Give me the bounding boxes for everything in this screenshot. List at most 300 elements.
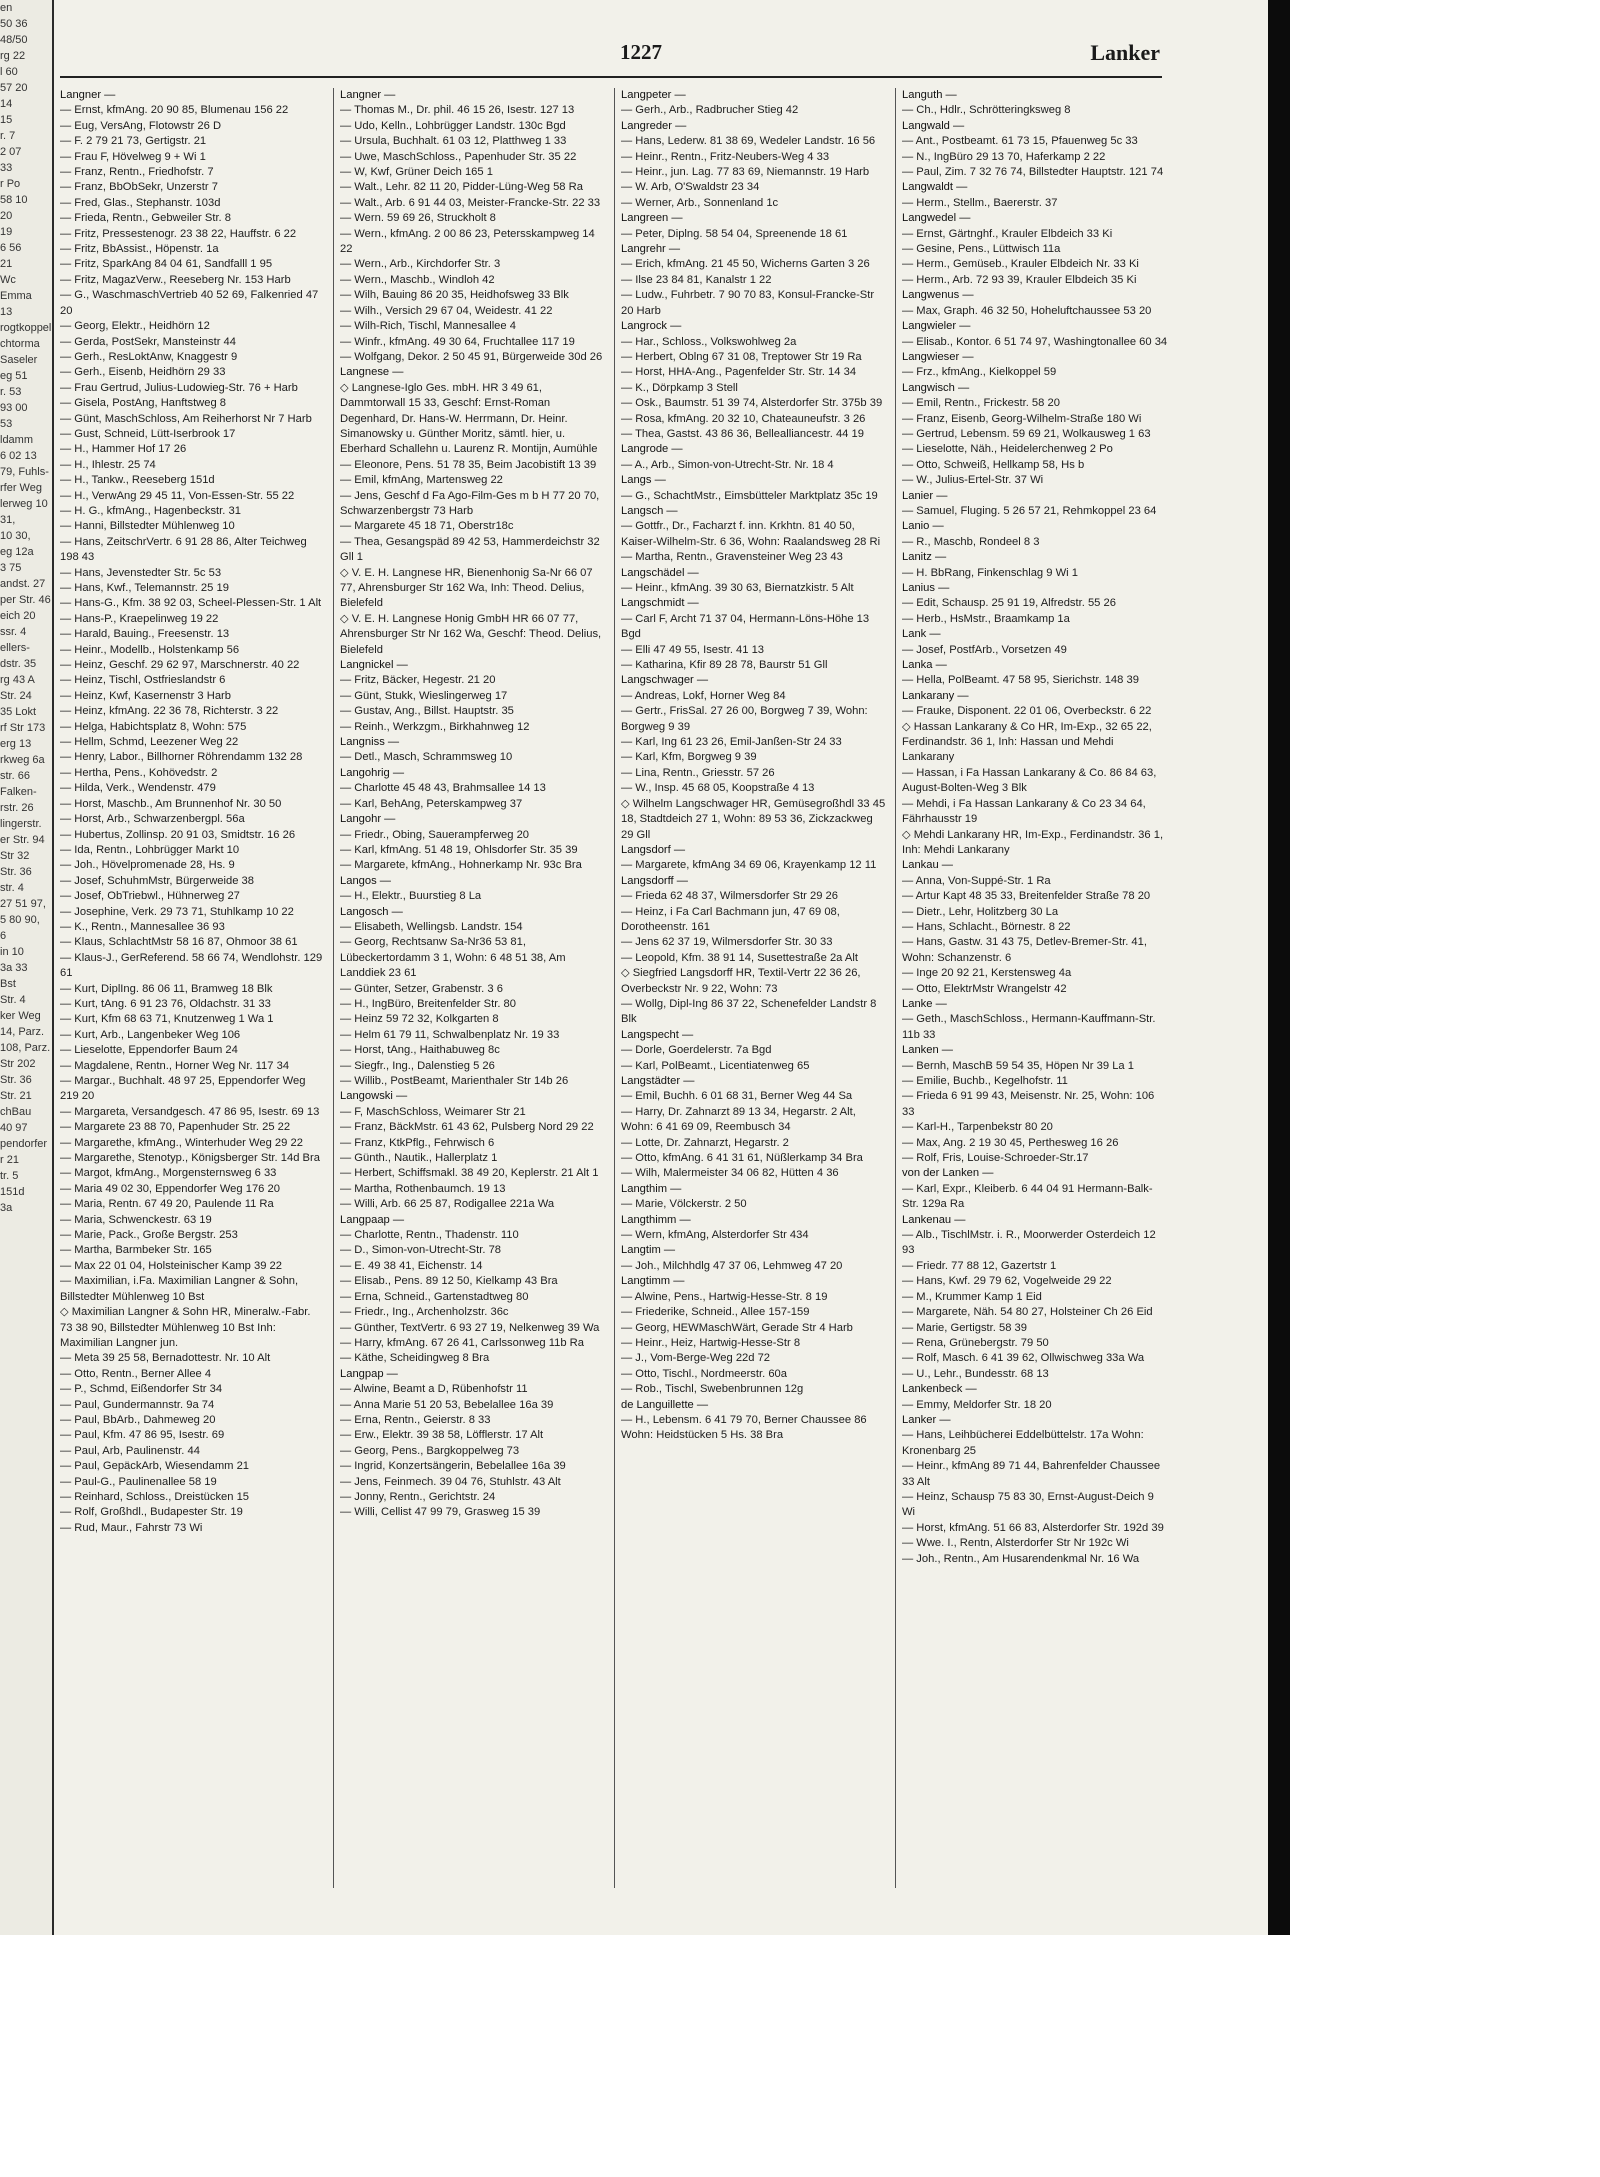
directory-entry: — Geth., MaschSchloss., Hermann-Kauffmann-Str. 11b 33 — [902, 1013, 1156, 1041]
directory-entry: — Katharina, Kfir 89 28 78, Baurstr 51 Gll — [621, 659, 828, 672]
surname-heading: Langsdorff — — [621, 874, 688, 887]
margin-fragment: 57 20 — [0, 82, 28, 94]
margin-fragment: en — [0, 2, 13, 14]
directory-entry: — Werner, Arb., Sonnenland 1c — [621, 196, 779, 209]
directory-entry: — Emil, Buchh. 6 01 68 31, Berner Weg 44 Sa — [621, 1090, 853, 1103]
margin-fragment: Str. 4 — [0, 994, 26, 1006]
directory-entry: — Maria, Rentn. 67 49 20, Paulende 11 Ra — [60, 1198, 274, 1211]
directory-entry: — W, Kwf, Grüner Deich 165 1 — [340, 166, 493, 179]
directory-entry: — Otto, Tischl., Nordmeerstr. 60a — [621, 1367, 788, 1380]
surname-heading: Langschmidt — — [621, 597, 699, 610]
margin-fragment: Falken- — [0, 786, 37, 798]
directory-entry: — Anna Marie 51 20 53, Bebelallee 16a 39 — [340, 1398, 554, 1411]
directory-entry: — Emmy, Meldorfer Str. 18 20 — [902, 1398, 1052, 1411]
directory-entry: — Meta 39 25 58, Bernadottestr. Nr. 10 Alt — [60, 1352, 271, 1365]
directory-entry: — Martha, Rothenbaumch. 19 13 — [340, 1182, 506, 1195]
surname-heading: Langwenus — — [902, 289, 974, 302]
surname-heading: Langschwager — — [621, 674, 709, 687]
directory-entry: — Ludw., Fuhrbetr. 7 90 70 83, Konsul-Francke-Str 20 Harb — [621, 289, 875, 317]
directory-entry: — Gertrud, Lebensm. 59 69 21, Wolkausweg 1 63 — [902, 427, 1151, 440]
directory-entry: — Hans, Leihbücherei Eddelbüttelstr. 17a Wohn: Kronenbarg 25 — [902, 1429, 1144, 1457]
margin-fragment: erg 13 — [0, 738, 32, 750]
directory-entry: — H., Elektr., Buurstieg 8 La — [340, 890, 482, 903]
directory-entry: — G., WaschmaschVertrieb 40 52 69, Falkenried 47 20 — [60, 289, 319, 317]
directory-entry: — Harald, Bauing., Freesenstr. 13 — [60, 628, 230, 641]
directory-entry: — H., Hammer Hof 17 26 — [60, 443, 187, 456]
directory-entry: — Hanni, Billstedter Mühlenweg 10 — [60, 520, 235, 533]
directory-entry: — Herm., Stellm., Baererstr. 37 — [902, 196, 1058, 209]
directory-entry: — Harry, kfmAng. 67 26 41, Carlssonweg 11b Ra — [340, 1336, 584, 1349]
directory-entry: — Paul, Gundermannstr. 9a 74 — [60, 1398, 215, 1411]
directory-entry: — Erw., Elektr. 39 38 58, Löfflerstr. 17 Alt — [340, 1429, 544, 1442]
directory-entry: — Herbert, Schiffsmakl. 38 49 20, Keplerstr. 21 Alt 1 — [340, 1167, 599, 1180]
surname-heading: Langreder — — [621, 119, 687, 132]
directory-entry: ◇ V. E. H. Langnese HR, Bienenhonig Sa-Nr 66 07 77, Ahrensburger Str 162 Wa, Inh: Theod. Delius, Bielefeld — [340, 566, 593, 610]
directory-entry: ◇ V. E. H. Langnese Honig GmbH HR 66 07 77, Ahrensburger Str Nr 162 Wa, Geschf: Theod. Delius, Bielefeld — [340, 612, 602, 656]
surname-heading: de Languillette — — [621, 1398, 709, 1411]
margin-fragment: ssr. 4 — [0, 626, 27, 638]
surname-heading: Lanker — — [902, 1413, 951, 1426]
directory-entry: — Gerh., Eisenb, Heidhörn 29 33 — [60, 366, 226, 379]
directory-entry: — H., Ihlestr. 25 74 — [60, 458, 156, 471]
directory-entry: — Fritz, SparkAng 84 04 61, Sandfalll 1 95 — [60, 258, 273, 271]
directory-entry: — Günter, Setzer, Grabenstr. 3 6 — [340, 982, 503, 995]
directory-entry: — Wern, kfmAng, Alsterdorfer Str 434 — [621, 1229, 809, 1242]
directory-entry: — Gerh., Arb., Radbrucher Stieg 42 — [621, 104, 799, 117]
directory-entry: — Margarethe, Stenotyp., Königsberger Str. 14d Bra — [60, 1152, 320, 1165]
surname-heading: Lanio — — [902, 520, 944, 533]
surname-heading: Langsdorf — — [621, 843, 686, 856]
directory-entry: — Har., Schloss., Volkswohlweg 2a — [621, 335, 797, 348]
directory-entry: — Karl, PolBeamt., Licentiatenweg 65 — [621, 1059, 810, 1072]
directory-entry: — Karl, Ing 61 23 26, Emil-Janßen-Str 24 33 — [621, 736, 842, 749]
surname-heading: Langwisch — — [902, 381, 970, 394]
directory-entry: — Wolfgang, Dekor. 2 50 45 91, Bürgerweide 30d 26 — [340, 350, 603, 363]
directory-entry: — Maria 49 02 30, Eppendorfer Weg 176 20 — [60, 1182, 280, 1195]
margin-fragment: 79, Fuhls- — [0, 466, 49, 478]
directory-entry: — Mehdi, i Fa Hassan Lankarany & Co 23 34 64, Fährhausstr 19 — [902, 797, 1146, 826]
margin-fragment: eg 12a — [0, 546, 34, 558]
directory-entry: — Ernst, Gärtnghf., Krauler Elbdeich 33 Ki — [902, 227, 1113, 240]
surname-heading: Langthim — — [621, 1182, 682, 1195]
directory-entry: — Rob., Tischl, Swebenbrunnen 12g — [621, 1383, 804, 1396]
directory-entry: — Margarete, kfmAng 34 69 06, Krayenkamp 12 11 — [621, 859, 877, 872]
directory-entry: — Marie, Pack., Große Bergstr. 253 — [60, 1229, 238, 1242]
surname-heading: Lanier — — [902, 489, 948, 502]
directory-entry: — Reinhard, Schloss., Dreistücken 15 — [60, 1490, 250, 1503]
directory-entry: — F, MaschSchloss, Weimarer Str 21 — [340, 1105, 526, 1118]
margin-fragment: rg 43 A — [0, 674, 35, 686]
directory-entry: — Heinr., jun. Lag. 77 83 69, Niemannstr. 19 Harb — [621, 166, 870, 179]
directory-entry: — Uwe, MaschSchloss., Papenhuder Str. 35 22 — [340, 150, 577, 163]
directory-entry: — Karl, BehAng, Peterskampweg 37 — [340, 797, 523, 810]
directory-entry: ◇ Langnese-Iglo Ges. mbH. HR 3 49 61, Dammtorwall 15 33, Geschf: Ernst-Roman Degenhard, Dr. Hans-W. Herrmann, Dr. Heinr. Simanowsky u. Günther Moritz, sämtl. hier, u. Eberhard Schallehn u. Laurenz R. Montijn, Aumühle — [340, 381, 598, 456]
surname-heading: Langs — — [621, 474, 666, 487]
directory-entry: — Charlotte, Rentn., Thadenstr. 110 — [340, 1229, 519, 1242]
directory-entry: — A., Arb., Simon-von-Utrecht-Str. Nr. 18 4 — [621, 458, 834, 471]
directory-entry: — Gerh., ResLoktAnw, Knaggestr 9 — [60, 350, 238, 363]
margin-fragment: er Str. 94 — [0, 834, 45, 846]
surname-heading: Langohr — — [340, 813, 396, 826]
surname-heading: Langowski — — [340, 1090, 408, 1103]
directory-entry: — Magdalene, Rentn., Horner Weg Nr. 117 34 — [60, 1059, 290, 1072]
margin-fragment: Str. 24 — [0, 690, 32, 702]
margin-fragment: per Str. 46 — [0, 594, 51, 606]
directory-entry: — Henry, Labor., Billhorner Röhrendamm 132 28 — [60, 751, 303, 764]
directory-entry: — Fred, Glas., Stephanstr. 103d — [60, 196, 221, 209]
directory-entry: ◇ Siegfried Langsdorff HR, Textil-Vertr 22 36 26, Overbeckstr Nr. 9 22, Wohn: 73 — [621, 967, 861, 995]
surname-heading: Langnese — — [340, 366, 404, 379]
directory-entry: — Frauke, Disponent. 22 01 06, Overbeckstr. 6 22 — [902, 705, 1152, 718]
column-2 — [340, 88, 606, 1888]
directory-entry: — Harry, Dr. Zahnarzt 89 13 34, Hegarstr. 2 Alt, Wohn: 6 41 69 09, Reembusch 34 — [621, 1105, 856, 1134]
margin-fragment: 6 — [0, 930, 7, 942]
surname-heading: Lanke — — [902, 997, 947, 1010]
directory-entry: — Ingrid, Konzertsängerin, Bebelallee 16a 39 — [340, 1460, 566, 1473]
directory-entry: — Joh., Milchhdlg 47 37 06, Lehmweg 47 20 — [621, 1259, 843, 1272]
surname-heading: Langstädter — — [621, 1075, 695, 1087]
directory-entry: — Hans, Kwf. 29 79 62, Vogelweide 29 22 — [902, 1275, 1112, 1288]
directory-entry: — Frieda 62 48 37, Wilmersdorfer Str 29 26 — [621, 890, 839, 903]
directory-entry: — Hans, Kwf., Telemannstr. 25 19 — [60, 582, 229, 594]
margin-fragment: 19 — [0, 226, 13, 238]
directory-entry: — Paul, Kfm. 47 86 95, Isestr. 69 — [60, 1429, 225, 1442]
directory-entry: — Rolf, Masch. 6 41 39 62, Ollwischweg 33a Wa — [902, 1352, 1145, 1365]
directory-entry: — Alwine, Beamt a D, Rübenhofstr 11 — [340, 1383, 528, 1396]
margin-fragment: lerweg 10 — [0, 498, 48, 510]
margin-fragment: 58 10 — [0, 194, 28, 206]
directory-entry: — Horst, HHA-Ang., Pagenfelder Str. Str. 14 34 — [621, 366, 857, 379]
directory-entry: — Willi, Cellist 47 99 79, Grasweg 15 39 — [340, 1506, 541, 1519]
margin-fragment: rstr. 26 — [0, 802, 34, 814]
directory-entry: — Fritz, Bäcker, Hegestr. 21 20 — [340, 674, 496, 687]
page-header — [60, 40, 1160, 80]
directory-entry: — Franz, Eisenb, Georg-Wilhelm-Straße 180 Wi — [902, 412, 1142, 425]
directory-entry: — Frieda 6 91 99 43, Meisenstr. Nr. 25, Wohn: 106 33 — [902, 1090, 1155, 1118]
directory-entry: — H., Tankw., Reeseberg 151d — [60, 474, 215, 487]
directory-entry: — Karl, kfmAng. 51 48 19, Ohlsdorfer Str. 35 39 — [340, 843, 578, 856]
directory-entry: — Paul, Zim. 7 32 76 74, Billstedter Hauptstr. 121 74 — [902, 166, 1164, 179]
margin-fragment: 53 — [0, 418, 13, 430]
directory-entry: — Paul, BbArb., Dahmeweg 20 — [60, 1413, 216, 1426]
directory-entry: — Heinr., Rentn., Fritz-Neubers-Weg 4 33 — [621, 150, 830, 163]
directory-entry: ◇ Hassan Lankarany & Co HR, Im-Exp., 32 65 22, Ferdinandstr. 36 1, Inh: Hassan und Mehdi Lankarany — [902, 720, 1152, 764]
directory-entry: — Hans, ZeitschrVertr. 6 91 28 86, Alter Teichweg 198 43 — [60, 535, 307, 564]
directory-entry: — Jens 62 37 19, Wilmersdorfer Str. 30 33 — [621, 936, 833, 949]
margin-fragment: 20 — [0, 210, 13, 222]
directory-entry: — Gottfr., Dr., Facharzt f. inn. Krkhtn. 81 40 50, Kaiser-Wilhelm-Str. 6 36, Wohn: Raalandsweg 28 Ri — [621, 520, 881, 548]
margin-fragment: rogtkoppel — [0, 322, 52, 334]
directory-entry: — Jens, Feinmech. 39 04 76, Stuhlstr. 43 Alt — [340, 1475, 561, 1488]
directory-entry: — Walt., Lehr. 82 11 20, Pidder-Lüng-Weg 58 Ra — [340, 181, 583, 194]
directory-entry: — Horst, Arb., Schwarzenbergpl. 56a — [60, 813, 245, 826]
directory-entry: — Georg, Rechtsanw Sa-Nr36 53 81, Lübeckertordamm 3 1, Wohn: 6 48 51 38, Am Landdiek 23 61 — [340, 936, 566, 980]
directory-entry: — Otto, Rentn., Berner Allee 4 — [60, 1367, 212, 1380]
surname-heading: Langwedel — — [902, 212, 971, 225]
directory-entry: — Friedr., Ing., Archenholzstr. 36c — [340, 1306, 509, 1319]
directory-entry: — Günt, MaschSchloss, Am Reiherhorst Nr 7 Harb — [60, 412, 312, 425]
column-divider — [895, 88, 896, 1888]
directory-entry: — Hassan, i Fa Hassan Lankarany & Co. 86 84 63, August-Bolten-Weg 3 Blk — [902, 766, 1157, 795]
surname-heading: Lanka — — [902, 659, 947, 672]
margin-fragment: 3a 33 — [0, 962, 28, 974]
directory-entry: — Karl, Kfm, Borgweg 9 39 — [621, 751, 757, 764]
margin-fragment: str. 66 — [0, 770, 30, 782]
directory-entry: — Margarete 23 88 70, Papenhuder Str. 25 22 — [60, 1121, 291, 1134]
directory-entry: — Alwine, Pens., Hartwig-Hesse-Str. 8 19 — [621, 1290, 828, 1303]
directory-entry: — K., Dörpkamp 3 Stell — [621, 381, 738, 394]
margin-fragment: 13 — [0, 306, 13, 318]
surname-heading: Langosch — — [340, 905, 403, 918]
surname-heading: Langpaap — — [340, 1213, 405, 1226]
directory-entry: — Fritz, MagazVerw., Reeseberg Nr. 153 Harb — [60, 273, 291, 286]
surname-heading: Langthimm — — [621, 1213, 691, 1226]
surname-heading: Langpeter — — [621, 89, 686, 101]
directory-entry: — M., Krummer Kamp 1 Eid — [902, 1290, 1042, 1303]
directory-entry: — Friedr., Obing, Sauerampferweg 20 — [340, 828, 530, 841]
surname-heading: Lankau — — [902, 859, 953, 872]
margin-fragment: Str. 36 — [0, 1074, 32, 1086]
directory-entry: — Klaus-J., GerReferend. 58 66 74, Wendlohstr. 129 61 — [60, 951, 323, 980]
margin-fragment: r. 53 — [0, 386, 22, 398]
margin-fragment: r 21 — [0, 1154, 19, 1166]
directory-entry: — H. BbRang, Finkenschlag 9 Wi 1 — [902, 566, 1078, 579]
directory-entry: — Wilh, Malermeister 34 06 82, Hütten 4 36 — [621, 1167, 839, 1180]
directory-entry: — Paul, Arb, Paulinenstr. 44 — [60, 1444, 200, 1457]
directory-entry: — Margar., Buchhalt. 48 97 25, Eppendorfer Weg 219 20 — [60, 1075, 306, 1103]
directory-entry: — Charlotte 45 48 43, Brahmsallee 14 13 — [340, 782, 546, 795]
surname-heading: von der Lanken — — [902, 1167, 994, 1180]
directory-entry: — Franz, BäckMstr. 61 43 62, Pulsberg Nord 29 22 — [340, 1121, 594, 1134]
directory-entry: — Joh., Rentn., Am Husarendenkmal Nr. 16 Wa — [902, 1552, 1140, 1565]
directory-entry: — Inge 20 92 21, Kerstensweg 4a — [902, 967, 1072, 980]
surname-heading: Langschädel — — [621, 566, 699, 579]
directory-entry: — Anna, Von-Suppé-Str. 1 Ra — [902, 874, 1051, 887]
surname-heading: Lankenbeck — — [902, 1383, 977, 1396]
margin-fragment: eich 20 — [0, 610, 36, 622]
directory-entry: — Heinz, Schausp 75 83 30, Ernst-August-Deich 9 Wi — [902, 1490, 1154, 1519]
margin-fragment: 33 — [0, 162, 13, 174]
margin-fragment: Wc — [0, 274, 16, 286]
directory-entry: — Elisab., Kontor. 6 51 74 97, Washingtonallee 60 34 — [902, 335, 1168, 348]
directory-entry: — N., IngBüro 29 13 70, Haferkamp 2 22 — [902, 150, 1106, 163]
surname-heading: Langpap — — [340, 1367, 398, 1380]
directory-entry: — Hans-P., Kraepelinweg 19 22 — [60, 612, 219, 625]
directory-entry: — Margareta, Versandgesch. 47 86 95, Isestr. 69 13 — [60, 1105, 320, 1118]
directory-entry: — Elisab., Pens. 89 12 50, Kielkamp 43 Bra — [340, 1275, 558, 1288]
margin-fragment: andst. 27 — [0, 578, 46, 590]
directory-entry: — Franz, BbObSekr, Unzerstr 7 — [60, 181, 218, 194]
directory-entry: — Willi, Arb. 66 25 87, Rodigallee 221a Wa — [340, 1198, 555, 1211]
directory-entry: — Thomas M., Dr. phil. 46 15 26, Isestr. 127 13 — [340, 104, 575, 117]
margin-fragment: ellers- — [0, 642, 30, 654]
directory-entry: — Heinr., kfmAng 89 71 44, Bahrenfelder Chaussee 33 Alt — [902, 1460, 1161, 1488]
directory-entry: — Heinz 59 72 32, Kolkgarten 8 — [340, 1013, 499, 1026]
margin-fragment: Bst — [0, 978, 16, 990]
directory-entry: — Heinr., Heiz, Hartwig-Hesse-Str 8 — [621, 1336, 801, 1349]
directory-entry: — Erich, kfmAng. 21 45 50, Wicherns Garten 3 26 — [621, 258, 870, 271]
directory-entry: — Ursula, Buchhalt. 61 03 12, Platthweg 1 33 — [340, 135, 567, 148]
margin-fragment: rf Str 173 — [0, 722, 46, 734]
directory-entry: — Erna, Rentn., Geierstr. 8 33 — [340, 1413, 491, 1426]
directory-entry: — Max 22 01 04, Holsteinischer Kamp 39 22 — [60, 1259, 283, 1272]
directory-entry: — Lieselotte, Näh., Heidelerchenweg 2 Po — [902, 443, 1113, 456]
surname-heading: Lankenau — — [902, 1213, 966, 1226]
directory-entry: — Lieselotte, Eppendorfer Baum 24 — [60, 1044, 238, 1057]
margin-fragment: l 60 — [0, 66, 18, 78]
directory-entry: — Heinz, Tischl, Ostfrieslandstr 6 — [60, 674, 226, 687]
directory-entry: ◇ Wilhelm Langschwager HR, Gemüsegroßhdl 33 45 18, Stadtdeich 27 1, Wohn: 89 53 36, Zickzackweg 29 Gll — [621, 797, 886, 841]
margin-fragment: 31, — [0, 514, 16, 526]
directory-entry: — Kurt, tAng. 6 91 23 76, Oldachstr. 31 33 — [60, 997, 271, 1010]
directory-entry: — Heinz, kfmAng. 22 36 78, Richterstr. 3 22 — [60, 705, 279, 718]
directory-entry: — Edit, Schausp. 25 91 19, Alfredstr. 55 26 — [902, 597, 1116, 610]
directory-entry: — Gerda, PostSekr, Mansteinstr 44 — [60, 335, 236, 348]
directory-entry: — Max, Graph. 46 32 50, Hoheluftchaussee 53 20 — [902, 304, 1152, 317]
directory-entry: — Heinz, i Fa Carl Bachmann jun, 47 69 08, Dorotheenstr. 161 — [621, 905, 840, 933]
directory-entry: — Kurt, Arb., Langenbeker Weg 106 — [60, 1028, 241, 1041]
directory-entry: — Horst, kfmAng. 51 66 83, Alsterdorfer Str. 192d 39 — [902, 1521, 1164, 1534]
margin-fragment: Str. 36 — [0, 866, 32, 878]
directory-entry: — E. 49 38 41, Eichenstr. 14 — [340, 1259, 483, 1272]
directory-entry: — Günth., Nautik., Hallerplatz 1 — [340, 1152, 498, 1165]
margin-fragment: ker Weg — [0, 1010, 41, 1022]
margin-fragment: dstr. 35 — [0, 658, 37, 670]
directory-entry: — Karl, Expr., Kleiberb. 6 44 04 91 Hermann-Balk-Str. 129a Ra — [902, 1182, 1153, 1211]
surname-heading: Langos — — [340, 874, 391, 887]
directory-entry: — Josephine, Verk. 29 73 71, Stuhlkamp 10 22 — [60, 905, 294, 918]
directory-entry: — Eug, VersAng, Flotowstr 26 D — [60, 119, 222, 132]
margin-fragment: pendorfer — [0, 1138, 48, 1150]
surname-heading: Langwaldt — — [902, 181, 968, 194]
margin-fragment: Str 32 — [0, 850, 30, 862]
directory-entry: — Margarete, Näh. 54 80 27, Holsteiner Ch 26 Eid — [902, 1306, 1153, 1319]
directory-entry: — Carl F, Archt 71 37 04, Hermann-Löns-Höhe 13 Bgd — [621, 612, 870, 641]
directory-entry: — Herb., HsMstr., Braamkamp 1a — [902, 612, 1070, 625]
directory-entry: — Walt., Arb. 6 91 44 03, Meister-Francke-Str. 22 33 — [340, 196, 601, 209]
directory-entry: — W., Insp. 45 68 05, Koopstraße 4 13 — [621, 782, 815, 795]
directory-entry: — Rud, Maur., Fahrstr 73 Wi — [60, 1521, 203, 1534]
directory-entry: — Josef, ObTriebwl., Hühnerweg 27 — [60, 890, 240, 903]
margin-fragment: 21 — [0, 258, 13, 270]
margin-fragment: ldamm — [0, 434, 34, 446]
directory-entry: — H., IngBüro, Breitenfelder Str. 80 — [340, 997, 516, 1010]
surname-heading: Lank — — [902, 628, 941, 641]
margin-fragment: chtorma — [0, 338, 40, 350]
margin-fragment: 3 75 — [0, 562, 22, 574]
directory-entry: — Joh., Hövelpromenade 28, Hs. 9 — [60, 859, 235, 872]
directory-entry: — Kurt, DiplIng. 86 06 11, Bramweg 18 Blk — [60, 982, 273, 995]
directory-entry: — Käthe, Scheidingweg 8 Bra — [340, 1352, 490, 1365]
surname-heading: Lanken — — [902, 1044, 953, 1057]
directory-entry: — Herm., Gemüseb., Krauler Elbdeich Nr. 33 Ki — [902, 258, 1139, 271]
margin-fragment: 15 — [0, 114, 13, 126]
directory-entry: — Marie, Gertigstr. 58 39 — [902, 1321, 1027, 1334]
running-head: Lanker — [1090, 40, 1160, 65]
directory-entry: — Dorle, Goerdelerstr. 7a Bgd — [621, 1044, 772, 1057]
surname-heading: Langspecht — — [621, 1028, 694, 1041]
directory-entry: — Franz, KtkPflg., Fehrwisch 6 — [340, 1136, 495, 1149]
margin-fragment: 40 97 — [0, 1122, 28, 1134]
directory-entry: — Georg, Elektr., Heidhörn 12 — [60, 320, 210, 333]
directory-entry: — Rosa, kfmAng. 20 32 10, Chateauneufstr. 3 26 — [621, 412, 866, 425]
surname-heading: Langner — — [60, 89, 116, 101]
directory-entry: — P., Schmd, Eißendorfer Str 34 — [60, 1383, 223, 1396]
directory-entry: — Lina, Rentn., Griesstr. 57 26 — [621, 766, 775, 779]
directory-entry: — Hans, Jevenstedter Str. 5c 53 — [60, 566, 222, 579]
directory-entry: — Kurt, Kfm 68 63 71, Knutzenweg 1 Wa 1 — [60, 1013, 274, 1026]
margin-fragment: 108, Parz. — [0, 1042, 51, 1054]
directory-entry: — Helm 61 79 11, Schwalbenplatz Nr. 19 33 — [340, 1028, 560, 1041]
margin-fragment: rkweg 6a — [0, 754, 45, 766]
directory-entry: — Gust, Schneid, Lütt-Iserbrook 17 — [60, 427, 236, 440]
surname-heading: Langwieser — — [902, 350, 974, 363]
margin-fragment: rg 22 — [0, 50, 26, 62]
directory-entry: — Wern., Maschb., Windloh 42 — [340, 273, 495, 286]
directory-entry: — F. 2 79 21 73, Gertigstr. 21 — [60, 135, 207, 148]
directory-entry: — Heinz, Geschf. 29 62 97, Marschnerstr. 40 22 — [60, 659, 300, 672]
directory-entry: — Paul, GepäckArb, Wiesendamm 21 — [60, 1460, 250, 1473]
directory-entry: — W., Julius-Ertel-Str. 37 Wi — [902, 474, 1044, 487]
margin-fragment: 93 00 — [0, 402, 28, 414]
directory-entry: — Dietr., Lehr, Holitzberg 30 La — [902, 905, 1059, 918]
directory-entry: — Maria, Schwenckestr. 63 19 — [60, 1213, 212, 1226]
surname-heading: Langrock — — [621, 320, 682, 333]
margin-fragment: eg 51 — [0, 370, 28, 382]
margin-fragment: r. 7 — [0, 130, 16, 142]
directory-entry: — Karl-H., Tarpenbekstr 80 20 — [902, 1121, 1053, 1134]
directory-entry: — Rolf, Fris, Louise-Schroeder-Str.17 — [902, 1152, 1089, 1165]
margin-fragment: 6 56 — [0, 242, 22, 254]
directory-entry: — Gustav, Ang., Billst. Hauptstr. 35 — [340, 705, 514, 718]
directory-entry: — K., Rentn., Mannesallee 36 93 — [60, 920, 225, 933]
directory-entry: — Ilse 23 84 81, Kanalstr 1 22 — [621, 273, 772, 286]
directory-entry: — Hertha, Pens., Kohövedstr. 2 — [60, 766, 218, 779]
directory-entry: — Wilh, Bauing 86 20 35, Heidhofsweg 33 Blk — [340, 289, 569, 302]
directory-entry: — Herm., Arb. 72 93 39, Krauler Elbdeich 35 Ki — [902, 273, 1137, 286]
directory-entry: — Detl., Masch, Schrammsweg 10 — [340, 751, 513, 764]
surname-heading: Langner — — [340, 89, 396, 101]
margin-fragment: chBau — [0, 1106, 32, 1118]
directory-entry: — Jonny, Rentn., Gerichtstr. 24 — [340, 1490, 496, 1503]
directory-entry: — Helga, Habichtsplatz 8, Wohn: 575 — [60, 720, 247, 733]
directory-entry: — Heinr., Modellb., Holstenkamp 56 — [60, 643, 240, 656]
surname-heading: Lanius — — [902, 582, 950, 594]
column-divider — [614, 88, 615, 1888]
directory-entry: — Maximilian, i.Fa. Maximilian Langner & Sohn, Billstedter Mühlenweg 10 Bst — [60, 1275, 299, 1303]
directory-entry: — Erna, Schneid., Gartenstadtweg 80 — [340, 1290, 529, 1303]
margin-fragment: 14 — [0, 98, 13, 110]
directory-entry: — Wern. 59 69 26, Struckholt 8 — [340, 212, 496, 225]
margin-fragment: 6 02 13 — [0, 450, 37, 462]
directory-entry: — Artur Kapt 48 35 33, Breitenfelder Straße 78 20 — [902, 890, 1151, 903]
margin-fragment: Saseler — [0, 354, 38, 366]
directory-entry: — Gisela, PostAng, Hanftstweg 8 — [60, 397, 227, 410]
directory-entry: — Otto, Schweiß, Hellkamp 58, Hs b — [902, 458, 1085, 471]
directory-entry: — Horst, tAng., Haithabuweg 8c — [340, 1044, 500, 1057]
directory-entry: — H., Lebensm. 6 41 79 70, Berner Chaussee 86 Wohn: Heidstücken 5 Hs. 38 Bra — [621, 1413, 867, 1442]
directory-entry: — Andreas, Lokf, Horner Weg 84 — [621, 689, 786, 702]
directory-entry: — Herbert, Oblng 67 31 08, Treptower Str 19 Ra — [621, 350, 862, 363]
margin-fragment: 35 Lokt — [0, 706, 37, 718]
directory-entry: — Günt, Stukk, Wieslingerweg 17 — [340, 689, 508, 702]
directory-entry: — Alb., TischlMstr. i. R., Moorwerder Osterdeich 12 93 — [902, 1229, 1156, 1257]
directory-entry: — U., Lehr., Bundesstr. 68 13 — [902, 1367, 1049, 1380]
directory-entry: ◇ Maximilian Langner & Sohn HR, Mineralw.-Fabr. 73 38 90, Billstedter Mühlenweg 10 Bst Inh: Maximilian Langner jun. — [60, 1306, 311, 1349]
directory-entry: — Fritz, Pressestenogr. 23 38 22, Hauffstr. 6 22 — [60, 227, 297, 240]
directory-entry: — Marie, Völckerstr. 2 50 — [621, 1198, 747, 1211]
surname-heading: Langsch — — [621, 504, 678, 517]
